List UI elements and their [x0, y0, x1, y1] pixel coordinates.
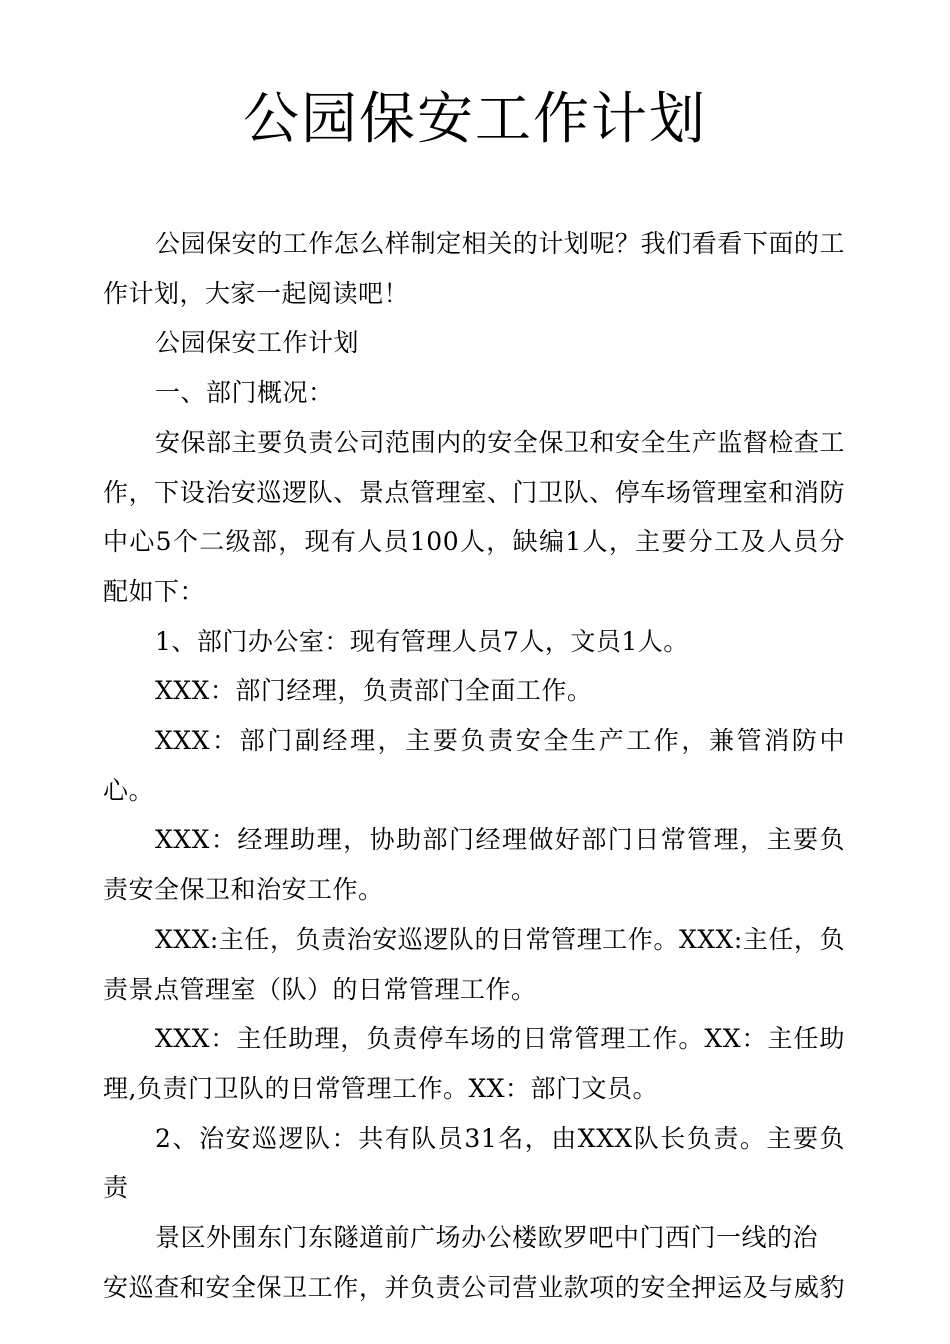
paragraph-office-staff: 1、部门办公室：现有管理人员7人，文员1人。: [155, 626, 689, 656]
paragraph-manager: XXX：部门经理，负责部门全面工作。: [155, 676, 593, 706]
paragraph-patrol-area: 景区外围东门东隧道前广场办公楼欧罗吧中门西门一线的治: [155, 1223, 819, 1253]
section-heading-department-overview: 一、部门概况：: [155, 378, 334, 408]
paragraph-subtitle: 公园保安工作计划: [155, 328, 360, 358]
paragraph-patrol-team: 2、治安巡逻队：共有队员31名，由XXX队长负责。主要负责: [103, 1123, 845, 1203]
paragraph-department-description: 安保部主要负责公司范围内的安全保卫和安全生产监督检查工作，下设治安巡逻队、景点管理室、门卫队、停车场管理室和消防中心5个二级部，现有人员100人，缺编1人，主要分工及人员分配如下：: [103, 427, 845, 606]
paragraph-director-assistants: XXX：主任助理，负责停车场的日常管理工作。XX：主任助理,负责门卫队的日常管理工作。XX：部门文员。: [103, 1024, 845, 1103]
paragraph-directors: XXX:主任，负责治安巡逻队的日常管理工作。XXX:主任，负责景点管理室（队）的日常管理工作。: [103, 924, 845, 1004]
document-title: 公园保安工作计划: [243, 87, 707, 152]
paragraph-manager-assistant: XXX：经理助理，协助部门经理做好部门日常管理，主要负责安全保卫和治安工作。: [103, 825, 845, 905]
paragraph-deputy-manager: XXX：部门副经理，主要负责安全生产工作，兼管消防中心。: [103, 726, 845, 805]
document-body: [103, 219, 845, 1312]
paragraph-intro: 公园保安的工作怎么样制定相关的计划呢？我们看看下面的工作计划，大家一起阅读吧！: [103, 229, 845, 308]
paragraph-patrol-duties: 安巡查和安全保卫工作，并负责公司营业款项的安全押运及与威豹: [103, 1272, 845, 1302]
